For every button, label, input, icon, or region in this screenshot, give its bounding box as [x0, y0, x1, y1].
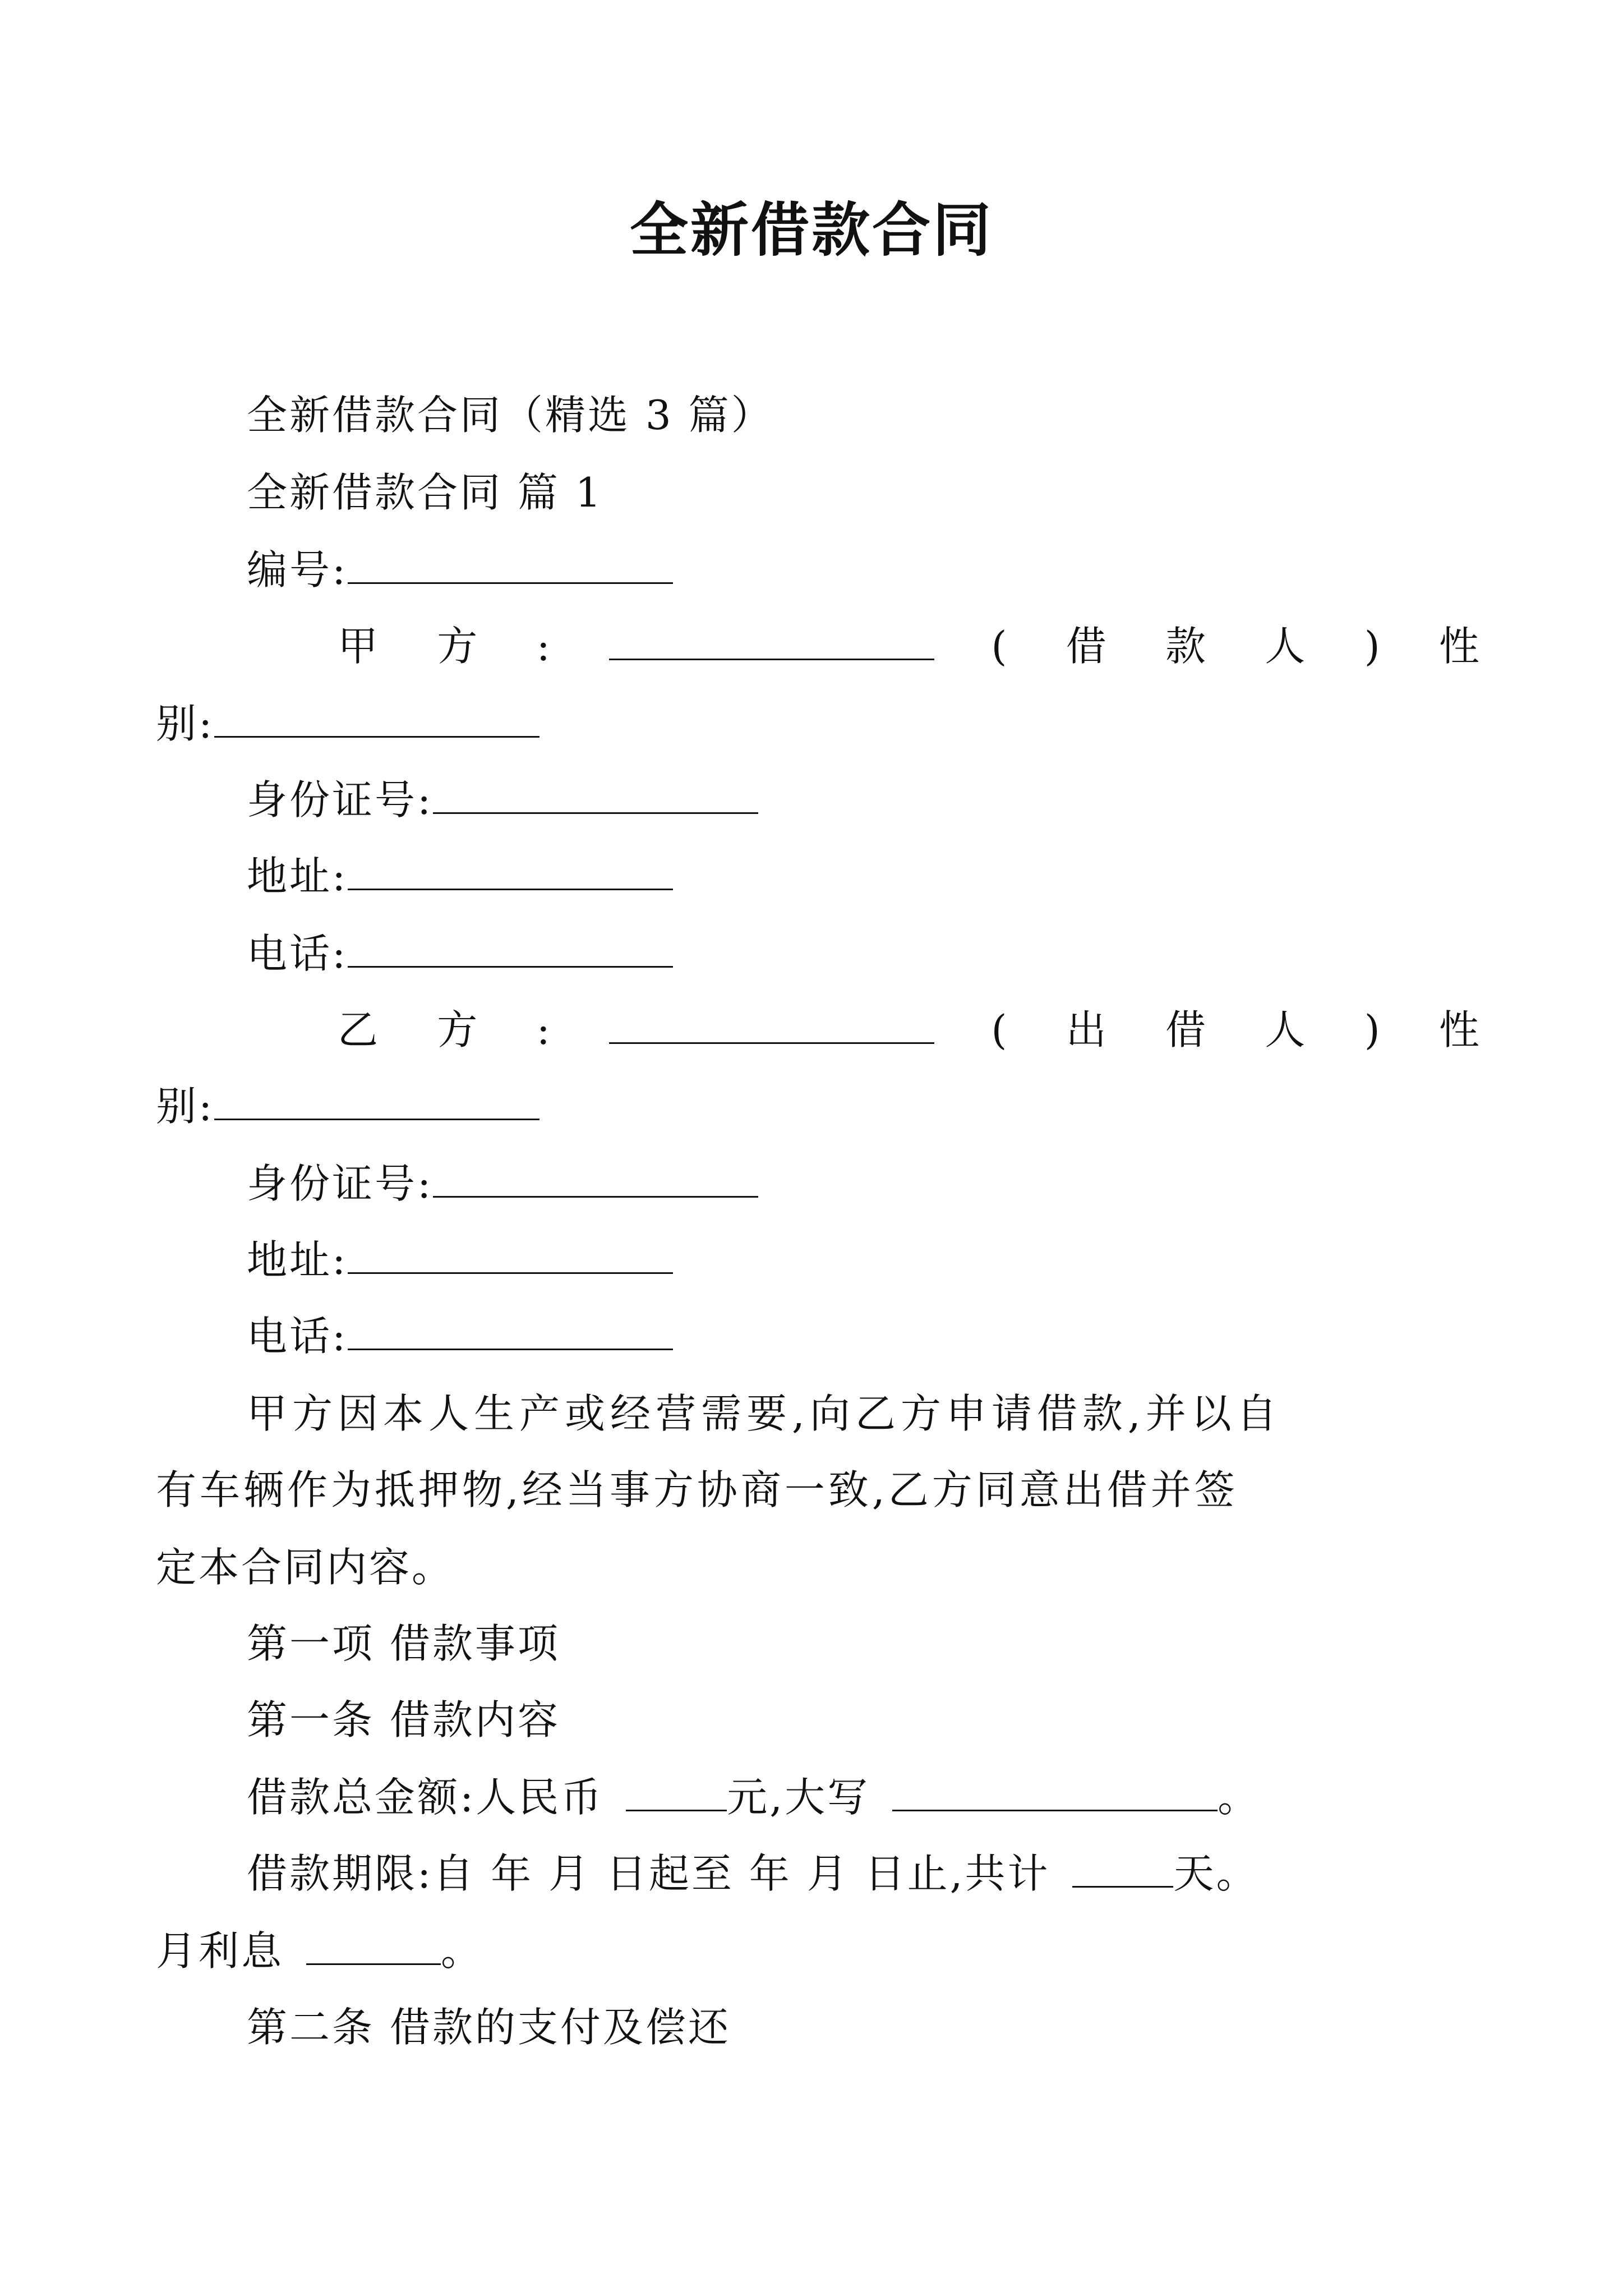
party-a-char: 甲 — [338, 623, 381, 670]
party-b-char: : — [536, 1006, 552, 1053]
party-a-gender-row — [156, 696, 1391, 752]
party-b-phone-row — [247, 1308, 1391, 1364]
party-b-role-char: ) — [1364, 1006, 1382, 1053]
party-b-address-row — [247, 1232, 1391, 1288]
party-a-address-blank[interactable] — [348, 848, 673, 890]
party-a-phone-row — [247, 926, 1391, 982]
party-b-role-char: ( — [991, 1006, 1009, 1053]
party-a-role-char: 借 — [1066, 623, 1109, 670]
party-a-address-row — [247, 848, 1391, 904]
number-blank[interactable] — [348, 542, 673, 584]
amount-row — [247, 1769, 1391, 1825]
party-a-gender-tail: 性 — [1438, 623, 1482, 670]
clause-heading: 第二条 借款的支付及偿还 — [247, 2004, 731, 2051]
term-days-blank[interactable] — [1072, 1846, 1173, 1888]
address-label: 地址: — [247, 853, 348, 900]
party-b-id-blank[interactable] — [433, 1156, 758, 1198]
amount-capital-blank[interactable] — [892, 1769, 1218, 1811]
phone-label: 电话: — [247, 930, 348, 977]
party-a-row — [247, 618, 1482, 674]
term-days-label: 天。 — [1173, 1850, 1259, 1897]
body-paragraph-line: 定本合同内容。 — [156, 1544, 455, 1591]
party-b-gender-tail: 性 — [1438, 1006, 1482, 1053]
clause-heading: 第一条 借款内容 — [247, 1696, 560, 1743]
party-b-gender-blank[interactable] — [214, 1078, 540, 1120]
party-b-role-char: 出 — [1066, 1006, 1109, 1053]
phone-label: 电话: — [247, 1313, 348, 1360]
interest-label: 月利息 — [156, 1927, 284, 1975]
party-b-name-blank[interactable] — [609, 1002, 934, 1044]
party-a-role-char: 人 — [1265, 623, 1308, 670]
amount-figure-blank[interactable] — [626, 1769, 727, 1811]
party-a-gender-blank[interactable] — [214, 696, 540, 738]
party-a-role-char: 款 — [1165, 623, 1209, 670]
amount-label: 借款总金额:人民币 — [247, 1774, 604, 1821]
amount-capital-label: 元,大写 — [727, 1774, 870, 1821]
subtitle: 全新借款合同（精选 3 篇） — [247, 392, 774, 439]
party-b-id-row — [247, 1156, 1391, 1212]
interest-row — [156, 1923, 1300, 1979]
party-a-id-blank[interactable] — [433, 772, 758, 814]
body-paragraph-line: 有车辆作为抵押物,经当事方协商一致,乙方同意出借并签 — [156, 1466, 1238, 1513]
page-title: 全新借款合同 — [629, 195, 993, 264]
party-b-char: 方 — [437, 1006, 480, 1053]
party-a-name-blank[interactable] — [609, 618, 934, 660]
party-b-char: 乙 — [338, 1006, 381, 1053]
party-a-gender-label: 别: — [156, 700, 215, 747]
party-a-id-row — [247, 772, 1391, 828]
party-b-role-char: 借 — [1165, 1006, 1209, 1053]
id-label: 身份证号: — [247, 776, 434, 823]
amount-end: 。 — [1218, 1774, 1261, 1821]
id-label: 身份证号: — [247, 1160, 434, 1207]
party-a-role-char: ( — [991, 623, 1009, 670]
party-a-char: : — [536, 623, 552, 670]
interest-blank[interactable] — [306, 1923, 441, 1965]
party-b-address-blank[interactable] — [348, 1232, 673, 1274]
interest-end: 。 — [441, 1927, 484, 1975]
party-b-gender-label: 别: — [156, 1083, 215, 1130]
number-label: 编号: — [247, 546, 348, 593]
item-heading: 第一项 借款事项 — [247, 1620, 560, 1667]
number-row — [247, 542, 1391, 598]
party-a-role-char: ) — [1364, 623, 1382, 670]
party-b-row — [247, 1002, 1482, 1058]
address-label: 地址: — [247, 1236, 348, 1283]
section-heading: 全新借款合同 篇 1 — [247, 469, 603, 516]
party-b-role-char: 人 — [1265, 1006, 1308, 1053]
party-a-char: 方 — [437, 623, 480, 670]
term-label: 借款期限:自 年 月 日起至 年 月 日止,共计 — [247, 1850, 1050, 1897]
party-a-phone-blank[interactable] — [348, 926, 673, 968]
term-row — [247, 1846, 1391, 1902]
party-b-phone-blank[interactable] — [348, 1308, 673, 1350]
party-b-gender-row — [156, 1078, 1391, 1134]
body-paragraph-line: 甲方因本人生产或经营需要,向乙方申请借款,并以自 — [247, 1390, 1282, 1437]
